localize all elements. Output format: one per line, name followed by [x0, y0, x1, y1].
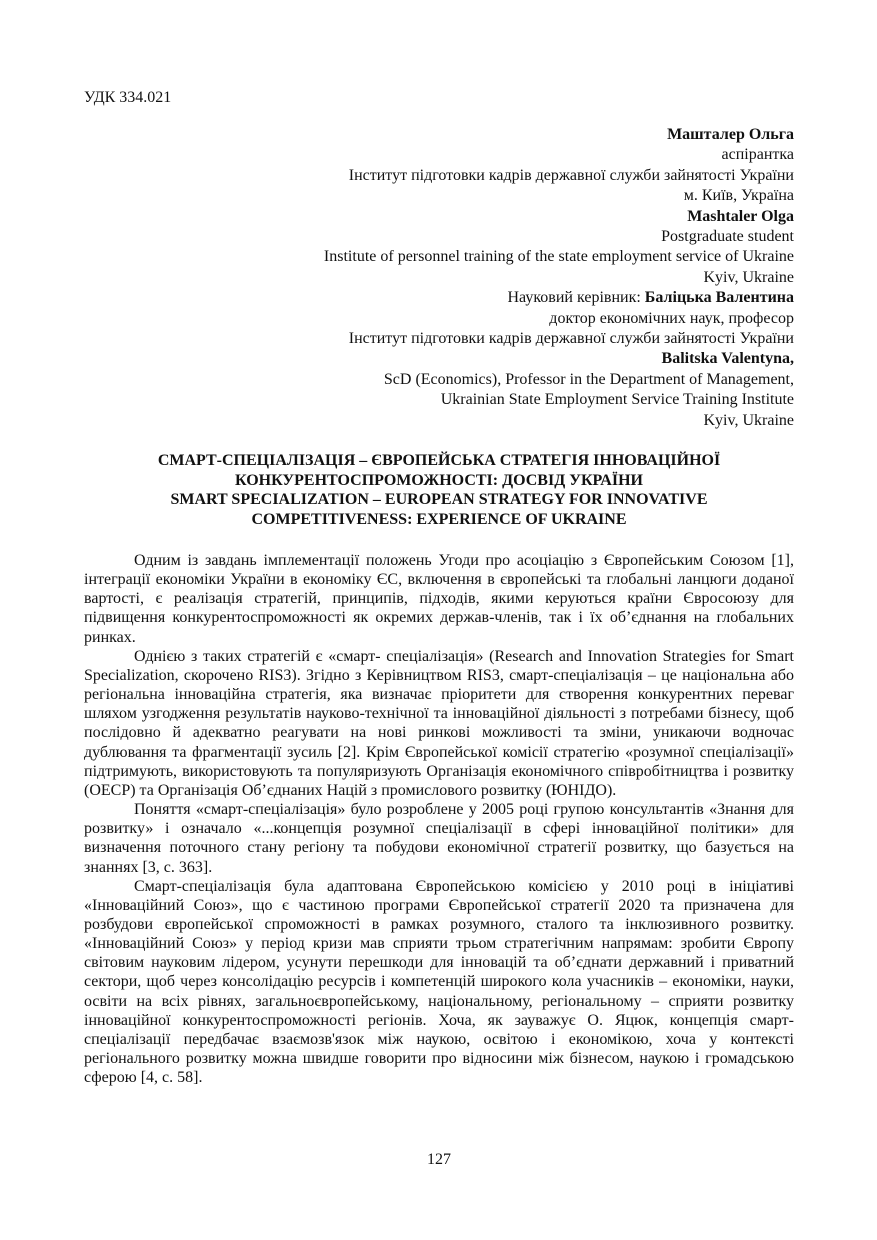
article-body	[84, 551, 794, 1087]
author-info-block	[324, 125, 794, 431]
supervisor-degree-ua: доктор економічних наук, професор	[549, 309, 794, 327]
title-en-line-1: SMART SPECIALIZATION – EUROPEAN STRATEGY FOR INNOVATIVE	[170, 491, 708, 508]
author-institution-ua: Інститут підготовки кадрів державної служби зайнятості України	[348, 166, 794, 184]
author-city-en: Kyiv, Ukraine	[703, 268, 794, 286]
title-ua-line-2: КОНКУРЕНТОСПРОМОЖНОСТІ: ДОСВІД УКРАЇНИ	[235, 471, 643, 489]
supervisor-label-ua: Науковий керівник:	[507, 289, 645, 307]
body-paragraph: Одним із завдань імплементації положень Угоди про асоціацію з Європейським Союзом [1], інтеграції економіки України в економіку ЄС, включення в європейські та глобальні ланцюги доданої вартості, є реалізація стратегій, принципів, підходів, якими керуються країни Євросоюзу для підвищення конкурентоспроможності як окремих держав-членів, так і їх об’єднання на глобальних ринках.	[84, 552, 794, 646]
author-city-ua: м. Київ, Україна	[683, 187, 794, 205]
supervisor-name-ua: Баліцька Валентина	[644, 289, 794, 307]
article-title	[84, 451, 794, 529]
author-position-ua: аспірантка	[721, 146, 794, 164]
supervisor-name-en: Balitska Valentyna,	[661, 350, 794, 368]
supervisor-city-en: Kyiv, Ukraine	[703, 411, 794, 429]
body-paragraph: Смарт-спеціалізація була адаптована Європейською комісією у 2010 році в ініціативі «Інноваційний Союз», що є частиною програми Європейської стратегії 2020 та призначена для розбудови європейської спроможності в рамках розумного, сталого та інклюзивного розвитку. «Інноваційний Союз» у період кризи мав сприяти трьом стратегічним напрямам: зробити Європу світовим науковим лідером, усунути перешкоди для інновацій та об’єднати державний і приватний сектори, щоб через консолідацію ресурсів і компетенцій широкого кола учасників – економіки, науки, освіти на всіх рівнях, загальноєвропейському, національному, регіональному – сприяти розвитку інноваційної конкурентоспроможності регіонів. Хоча, як зауважує О. Яцюк, концепція смарт-спеціалізації передбачає взаємозв'язок між наукою, освітою і економікою, хоча у контексті регіонального розвитку можна швидше говорити про відносини між бізнесом, наукою і громадською сферою [4, с. 58].	[84, 877, 794, 1087]
supervisor-institution-en: Ukrainian State Employment Service Training Institute	[440, 391, 794, 409]
title-ua-line-1: СМАРТ-СПЕЦІАЛІЗАЦІЯ – ЄВРОПЕЙСЬКА СТРАТЕГІЯ ІННОВАЦІЙНОЇ	[157, 452, 721, 469]
title-en-line-2: COMPETITIVENESS: EXPERIENCE OF UKRAINE	[251, 510, 627, 528]
udk-code: УДК 334.021	[84, 89, 172, 106]
body-paragraph: Однією з таких стратегій є «смарт- спеціалізація» (Research and Innovation Strategies for Smart Specialization, скорочено RIS3). Згідно з Керівництвом RIS3, смарт-спеціалізація – це національна або регіональна інноваційна стратегія, яка визначає пріоритети для створення конкурентних переваг шляхом узгодження результатів науково-технічної та інноваційної діяльності з потребами бізнесу, щоб послідовно й адекватно реагувати на нові ринкові можливості та зміни, уникаючи водночас дублювання та фрагментації зусиль [2]. Крім Європейської комісії стратегію «розумної спеціалізації» підтримують, використовують та популяризують Організація економічного співробітництва і розвитку (ОЕСР) та Організація Об’єднаних Націй з промислового розвитку (ЮНІДО).	[84, 647, 794, 799]
body-paragraph: Поняття «смарт-спеціалізація» було розроблене у 2005 році групою консультантів «Знання для розвитку» і означало «...концепція розумної спеціалізації в сфері інноваційної політики» для визначення поточного стану регіону та побудови економічної стратегії розвитку, що базується на знаннях [3, с. 363].	[84, 801, 794, 876]
author-institution-en: Institute of personnel training of the state employment service of Ukraine	[323, 248, 794, 266]
supervisor-institution-ua: Інститут підготовки кадрів державної служби зайнятості України	[348, 330, 794, 348]
supervisor-degree-en: ScD (Economics), Professor in the Department of Management,	[383, 370, 794, 388]
author-name-en: Mashtaler Olga	[687, 207, 794, 225]
supervisor-line-ua	[324, 288, 794, 308]
author-name-ua: Машталер Ольга	[667, 126, 794, 143]
page-number: 127	[427, 1151, 451, 1168]
author-position-en: Postgraduate student	[661, 228, 794, 246]
